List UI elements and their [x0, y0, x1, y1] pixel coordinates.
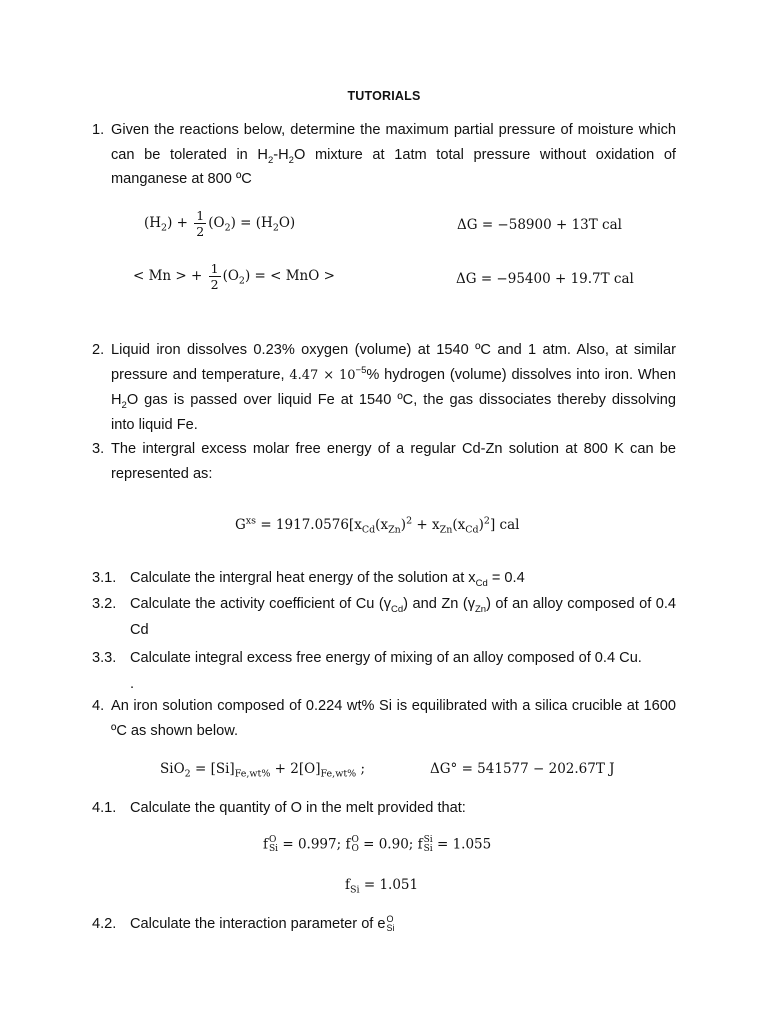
question-number: 4. — [92, 698, 105, 714]
equation-silica-free-energy: ΔG° = 541577 − 202.67T J — [430, 761, 615, 777]
subquestion-4-1: 4.1. Calculate the quantity of O in the melt provided that: — [92, 800, 466, 816]
subquestion-3-2: 3.2. Calculate the activity coefficient of Cu $(\gamma_{Cd})$ and Zn $(\gamma_{Zn})$ of an alloy composed of 0.4 Cd — [92, 596, 677, 638]
question-number: 1. — [92, 122, 105, 138]
subquestion-3-1: 3.1. Calculate the intergral heat energy of the solution at $x_{Cd} = 0.4$ — [92, 570, 525, 589]
question-text: An iron solution composed of 0.224 wt% Si is equilibrated with a silica crucible at 1600 ºC as shown below. — [111, 698, 676, 739]
equation-2-reaction: < Mn > + $\frac{1}{2}$ $(O_2)$ = < MnO > — [133, 261, 335, 292]
equation-activity-coefficients: f O Si = 0.997; f O O = 0.90; f Si Si = 1.055 — [263, 835, 492, 854]
question-2 — [92, 338, 676, 437]
question-4 — [92, 694, 676, 743]
question-number: 3. — [92, 441, 105, 457]
question-3 — [92, 437, 676, 486]
equation-fsi: $f_{Si} = 1.051$ — [345, 877, 419, 896]
equation-2-free-energy: ΔG = −95400 + 19.7T cal — [456, 271, 634, 287]
subquestion-4-2: 4.2. Calculate the interaction parameter of e O Si — [92, 914, 395, 934]
subquestion-3-3: 3.3. Calculate integral excess free energy of mixing of an alloy composed of 0.4 Cu. . — [92, 650, 642, 692]
equation-excess-free-energy: $G^{xs} = 1917.0576[x_{Cd}(x_{Zn})^2 + x_{Zn}(x_{Cd})^2]$ cal — [235, 515, 520, 536]
question-text: Liquid iron dissolves 0.23% oxygen (volume) at 1540 ºC and 1 atm. Also, at similar pressure and temperature, $4.47 \times 10^{-5}\%$ hydrogen (volume) dissolves into iron. When $H_2O$ gas is passed over liquid Fe at 1540 ºC, the gas dissociates thereby dissolving into liquid Fe. — [111, 342, 676, 433]
equation-1-reaction: $(H_2)$ + $\frac{1}{2}$ $(O_2) = (H_2O)$ — [144, 208, 296, 239]
question-number: 2. — [92, 342, 105, 358]
page-title: TUTORIALS — [347, 89, 421, 103]
question-text: The intergral excess molar free energy of a regular Cd-Zn solution at 800 K can be represented as: — [111, 441, 676, 482]
equation-1-free-energy: ΔG = −58900 + 13T cal — [457, 217, 622, 233]
question-1 — [92, 118, 676, 192]
equation-silica-reaction: $SiO_2 = [Si]_{Fe,wt\%} + 2[O]_{Fe,wt\%}$ ; — [160, 761, 366, 780]
question-text: Given the reactions below, determine the maximum partial pressure of moisture which can be tolerated in $H_2-H_2O$ mixture at 1atm total pressure without oxidation of manganese at 800 ºC — [111, 122, 676, 187]
